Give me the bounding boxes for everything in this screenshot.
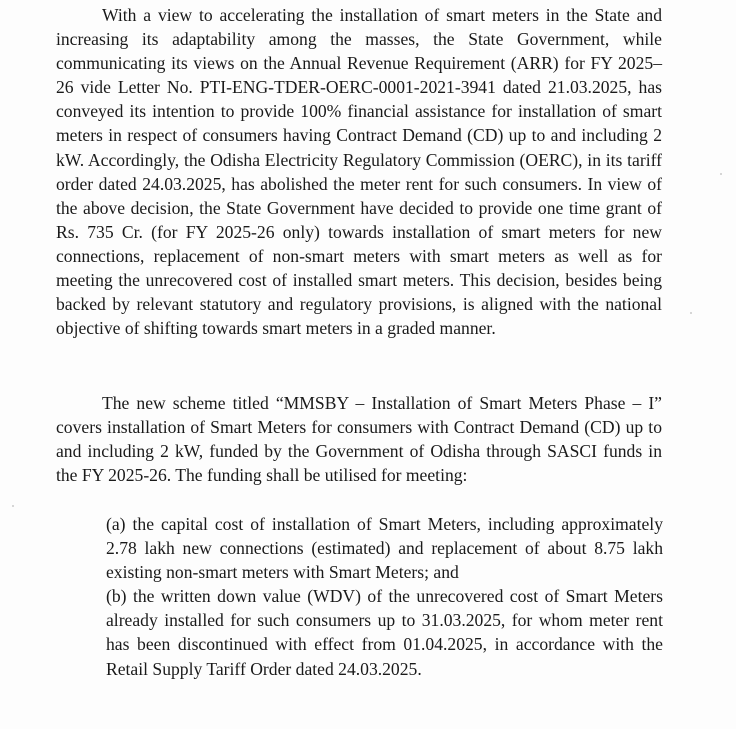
paragraph-mmsby-scheme: The new scheme titled “MMSBY – Installation of Smart Meters Phase – I” covers installation of Smart Meters for consumers with Contract Demand (CD) up to and including 2 kW, funded by the Government of Odisha through SASCI funds in the FY 2025-26. The funding shall be utilised for meeting: <box>56 393 662 486</box>
list-item-wdv-unrecovered-cost: (b) the written down value (WDV) of the unrecovered cost of Smart Meters already installed for such consumers up to 31.03.2025, for whom meter rent has been discontinued with effect from 01.04.2025, in accordance with the Retail Supply Tariff Order dated 24.03.2025. <box>106 586 663 679</box>
scan-speck <box>690 312 692 314</box>
list-item-capital-cost: (a) the capital cost of installation of Smart Meters, including approximately 2.78 lakh new connections (estimated) and replacement of about 8.75 lakh existing non-smart meters with Smart Meters; and <box>106 514 663 583</box>
paragraph-smart-meter-background: With a view to accelerating the installation of smart meters in the State and increasing its adaptability among the masses, the State Government, while communicating its views on the Annual Revenue Requirement (ARR) for FY 2025–26 vide Letter No. PTI-ENG-TDER-OERC-0001-2021-3941 dated 21.03.2025, has conveyed its intention to provide 100% financial assistance for installation of smart meters in respect of consumers having Contract Demand (CD) up to and including 2 kW. Accordingly, the Odisha Electricity Regulatory Commission (OERC), in its tariff order dated 24.03.2025, has abolished the meter rent for such consumers. In view of the above decision, the State Government have decided to provide one time grant of Rs. 735 Cr. (for FY 2025-26 only) towards installation of smart meters for new connections, replacement of non-smart meters with smart meters as well as for meeting the unrecovered cost of installed smart meters. This decision, besides being backed by relevant statutory and regulatory provisions, is aligned with the national objective of shifting towards smart meters in a graded manner. <box>56 5 662 339</box>
scan-speck <box>12 505 14 507</box>
scan-speck <box>720 173 722 175</box>
funding-items-list <box>106 512 663 681</box>
